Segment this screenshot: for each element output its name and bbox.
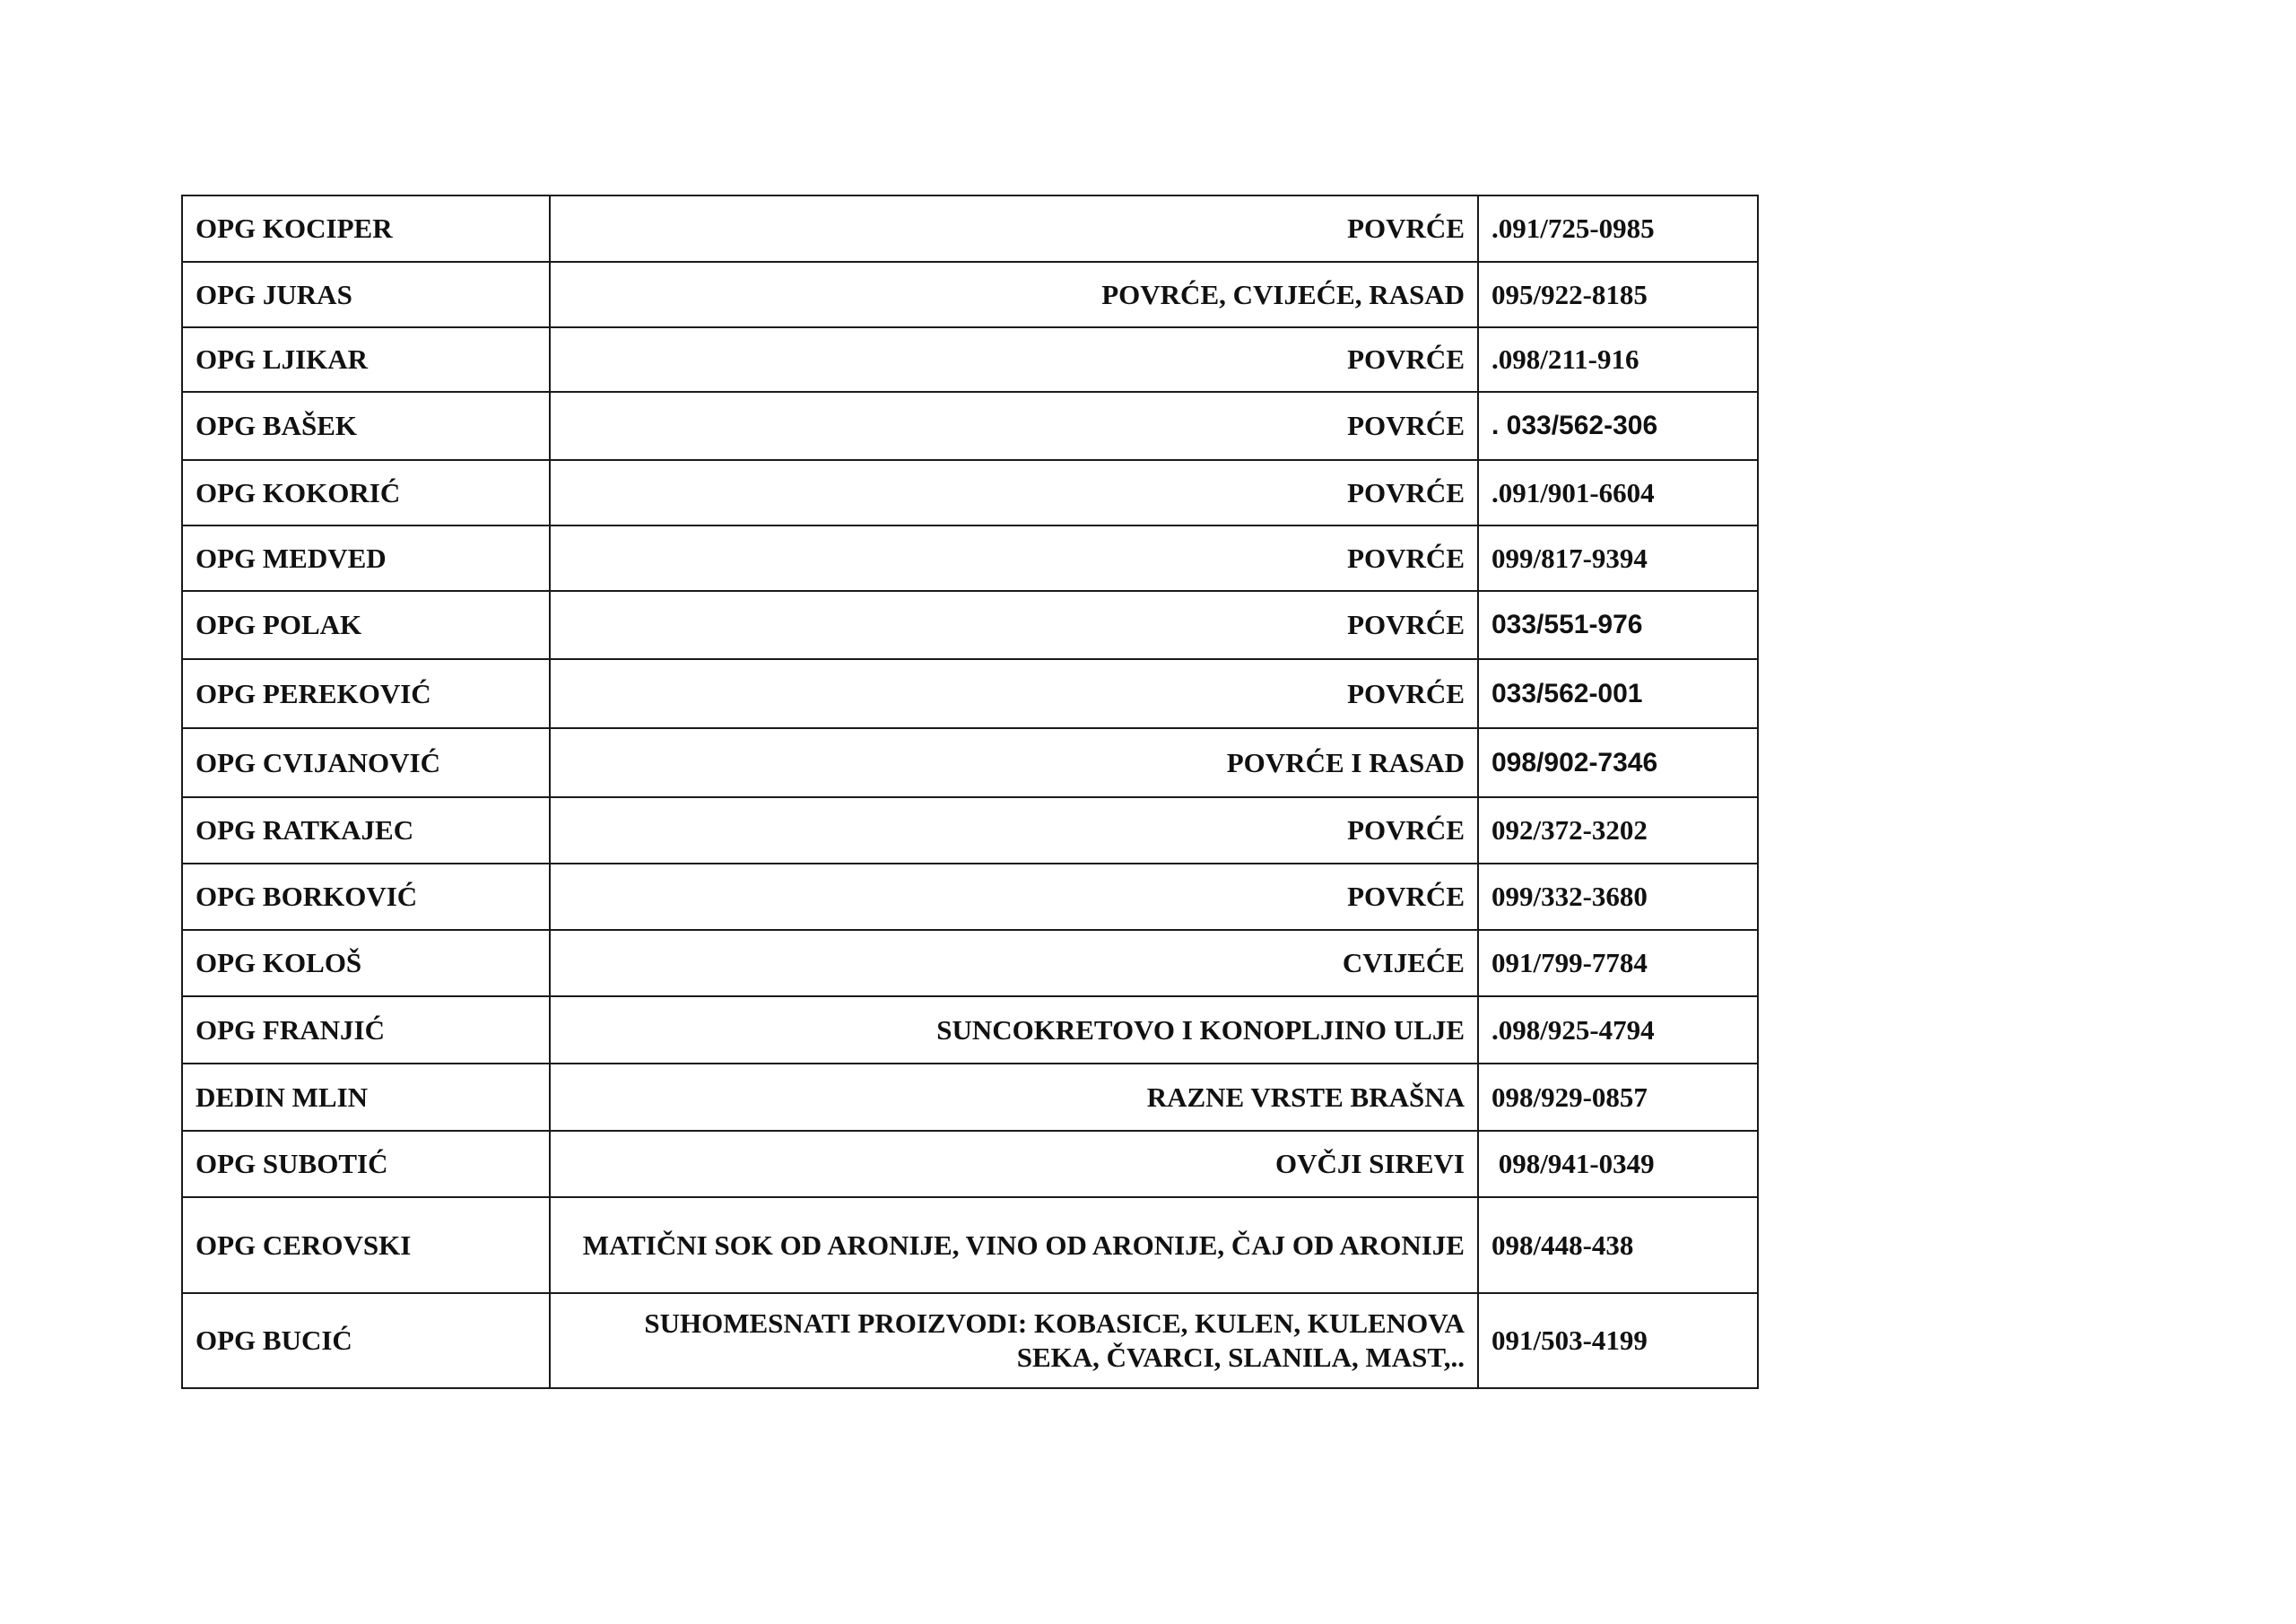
producer-name: OPG BORKOVIĆ xyxy=(182,864,550,930)
table-row xyxy=(182,728,1758,797)
producer-name: OPG LJIKAR xyxy=(182,327,550,392)
table-row xyxy=(182,392,1758,460)
producer-products: SUHOMESNATI PROIZVODI: KOBASICE, KULEN, KULENOVA SEKA, ČVARCI, SLANILA, MAST,.. xyxy=(550,1293,1478,1388)
producer-phone: 033/562-001 xyxy=(1478,659,1758,728)
producer-name: OPG CVIJANOVIĆ xyxy=(182,728,550,797)
producer-name: OPG FRANJIĆ xyxy=(182,996,550,1064)
table-row xyxy=(182,195,1758,262)
producer-phone: 091/503-4199 xyxy=(1478,1293,1758,1388)
producer-products: OVČJI SIREVI xyxy=(550,1131,1478,1197)
producer-name: OPG CEROVSKI xyxy=(182,1197,550,1293)
table-row xyxy=(182,591,1758,659)
producer-products: POVRĆE xyxy=(550,327,1478,392)
producer-name: OPG BUCIĆ xyxy=(182,1293,550,1388)
producer-phone: .098/925-4794 xyxy=(1478,996,1758,1064)
table-row xyxy=(182,327,1758,392)
producer-products: MATIČNI SOK OD ARONIJE, VINO OD ARONIJE, ČAJ OD ARONIJE xyxy=(550,1197,1478,1293)
producer-phone: 099/817-9394 xyxy=(1478,525,1758,591)
producer-products: POVRĆE xyxy=(550,525,1478,591)
table-row xyxy=(182,659,1758,728)
producer-phone: 092/372-3202 xyxy=(1478,797,1758,864)
table-row xyxy=(182,1293,1758,1388)
producer-products: POVRĆE xyxy=(550,392,1478,460)
producer-products: POVRĆE xyxy=(550,864,1478,930)
producer-products: POVRĆE, CVIJEĆE, RASAD xyxy=(550,262,1478,327)
producer-products: POVRĆE xyxy=(550,591,1478,659)
producer-phone: 091/799-7784 xyxy=(1478,930,1758,996)
producer-name: OPG POLAK xyxy=(182,591,550,659)
producer-phone: 098/448-438 xyxy=(1478,1197,1758,1293)
producer-name: OPG MEDVED xyxy=(182,525,550,591)
producer-name: OPG KOLOŠ xyxy=(182,930,550,996)
table-row xyxy=(182,1197,1758,1293)
producer-table xyxy=(181,195,1759,1389)
producer-phone: 098/929-0857 xyxy=(1478,1064,1758,1131)
producer-phone: 033/551-976 xyxy=(1478,591,1758,659)
producer-phone: .098/211-916 xyxy=(1478,327,1758,392)
table-row xyxy=(182,996,1758,1064)
producer-phone: 099/332-3680 xyxy=(1478,864,1758,930)
table-row xyxy=(182,1064,1758,1131)
producer-name: OPG BAŠEK xyxy=(182,392,550,460)
producer-phone: 095/922-8185 xyxy=(1478,262,1758,327)
table-row xyxy=(182,1131,1758,1197)
producer-name: OPG PEREKOVIĆ xyxy=(182,659,550,728)
table-row xyxy=(182,262,1758,327)
table-row xyxy=(182,930,1758,996)
producer-name: DEDIN MLIN xyxy=(182,1064,550,1131)
producer-products: CVIJEĆE xyxy=(550,930,1478,996)
producer-products: POVRĆE I RASAD xyxy=(550,728,1478,797)
table-row xyxy=(182,797,1758,864)
producer-phone: 098/941-0349 xyxy=(1478,1131,1758,1197)
producer-name: OPG KOKORIĆ xyxy=(182,460,550,525)
producer-phone: .091/725-0985 xyxy=(1478,195,1758,262)
producer-name: OPG JURAS xyxy=(182,262,550,327)
producer-phone: . 033/562-306 xyxy=(1478,392,1758,460)
table-row xyxy=(182,864,1758,930)
producer-products: POVRĆE xyxy=(550,659,1478,728)
producer-name: OPG KOCIPER xyxy=(182,195,550,262)
producer-products: RAZNE VRSTE BRAŠNA xyxy=(550,1064,1478,1131)
producer-phone: .091/901-6604 xyxy=(1478,460,1758,525)
producer-products: POVRĆE xyxy=(550,195,1478,262)
producer-name: OPG SUBOTIĆ xyxy=(182,1131,550,1197)
producer-products: SUNCOKRETOVO I KONOPLJINO ULJE xyxy=(550,996,1478,1064)
producer-phone: 098/902-7346 xyxy=(1478,728,1758,797)
table-row xyxy=(182,460,1758,525)
table-row xyxy=(182,525,1758,591)
producer-products: POVRĆE xyxy=(550,460,1478,525)
producer-name: OPG RATKAJEC xyxy=(182,797,550,864)
producer-products: POVRĆE xyxy=(550,797,1478,864)
